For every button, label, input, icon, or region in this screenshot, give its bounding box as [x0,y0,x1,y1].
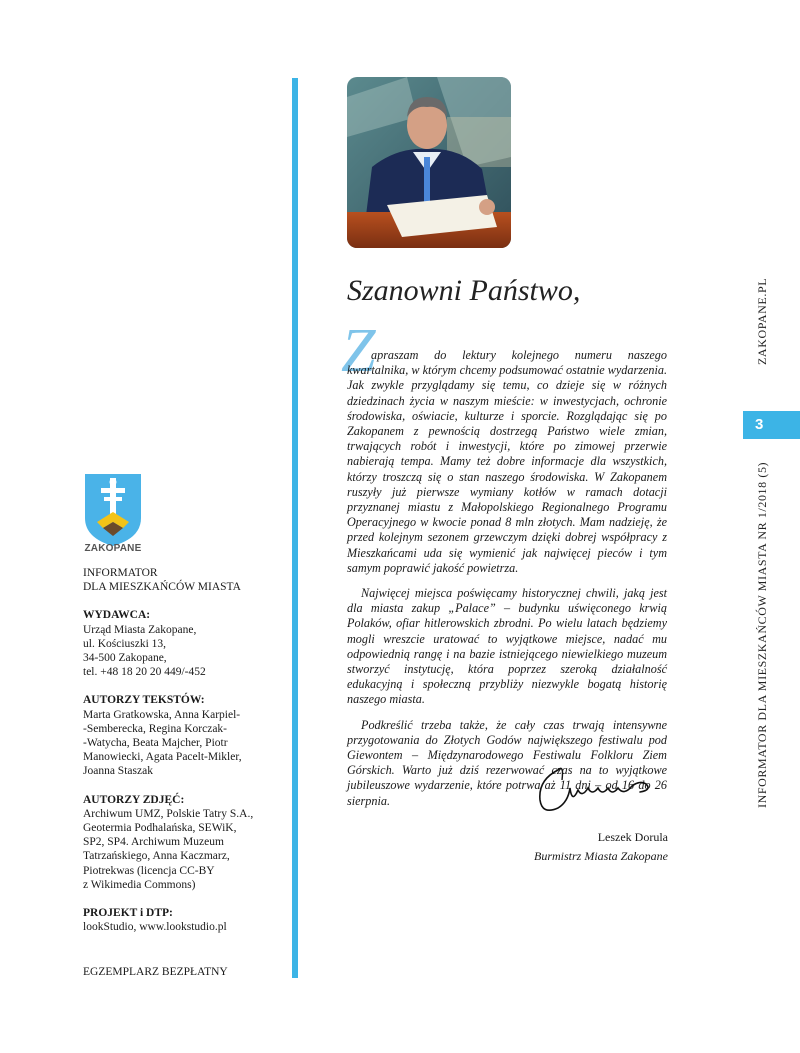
publication-title: INFORMATOR DLA MIESZKAŃCÓW MIASTA [83,567,241,594]
greeting-heading: Szanowni Państwo, [347,274,581,307]
page-number: 3 [755,416,764,433]
letter-paragraph: Podkreślić trzeba także, że cały czas trwają intensywne przygotowania do Złotych Godów największego festiwalu pod Giewontem – Międzynarodowego Festiwalu Folkloru Ziem Górskich. Warto już dziś rezerwować czas na to wyjątkowe jubileuszowe wydarzenie, które potrwa aż 11 dni – od 16 do 26 sierpnia. [347,717,667,808]
vertical-accent-line [292,78,298,978]
publisher-heading: WYDAWCA: [83,609,151,622]
photos-heading: AUTORZY ZDJĘĆ: [83,793,185,806]
crest-label: ZAKOPANE [84,543,142,554]
signer-name: Leszek Dorula [597,830,668,844]
letter-paragraph: Najwięcej miejsca poświęcamy historycznej chwili, jaką jest dla miasta zakup „Palace” – budynku uświęconego krwią Polaków, ofiar hitlerowskich zbrodni. Po wielu latach będziemy mogli wreszcie uratować to wyjątkowe miejsce, nadać mu odpowiednią rangę i na bazie istniejącego niewielkiego muzeum stworzyć instytucję, która poprzez szeroką działalność edukacyjną i społeczną przybliży niezwykle bogatą historię naszego miasta. [347,586,667,707]
imprint [83,566,283,934]
free-copy-note: EGZEMPLARZ BEZPŁATNY [83,966,228,978]
letter-paragraph: apraszam do lektury kolejnego numeru naszego kwartalnika, w którym chcemy podsumować ostatnie wydarzenia. Jak zwykle przyglądamy się temu, co dzieje się w różnych dziedzinach życia w naszym mieście: w inwestycjach, ochronie środowiska, oświacie, kulturze i sporcie. Rozglądając się po Zakopanem z pewnością dostrzegą Państwo wiele zmian, trwających robót i inwestycji, które po zimowej przerwie nabierają tempa. Mamy też dobre informacje dla wszystkich, którzy troszczą się o stan naszego środowiska. W Zakopanem ruszyły już pierwsze wymiany kotłów w ramach dotacji przyznanej miastu z Małopolskiego Regionalnego Programu Operacyjnego w kwocie ponad 8 mln złotych. Mam nadzieję, że przed kolejnym sezonem grzewczym dzięki dobrej współpracy z Mieszkańcami uda się wymienić jak najwięcej pieców i tym samym poprawić jakość powietrza. [347,348,667,575]
issue-info: INFORMATOR DLA MIESZKAŃCÓW MIASTA NR 1/2018 (5) [755,461,769,808]
photos-credits: Archiwum UMZ, Polskie Tatry S.A., Geotermia Podhalańska, SEWiK, SP2, SP4. Archiwum Muzeum Tatrzańskiego, Anna Kaczmarz, Piotrekwas (licencja CC-BY z Wikimedia Commons) [83,807,254,891]
signer-title: Burmistrz Miasta Zakopane [533,849,668,863]
mayor-photo [347,77,511,248]
drop-cap: Z [341,317,376,385]
handwritten-signature [528,760,668,820]
design-credits: lookStudio, www.lookstudio.pl [83,921,227,934]
authors-list: Marta Gratkowska, Anna Karpiel- -Semberecka, Regina Korczak- -Watycha, Beata Majcher, Piotr Manowiecki, Agata Pacelt-Mikler, Joanna Staszak [83,708,242,778]
letter-body [347,348,667,819]
authors-heading: AUTORZY TEKSTÓW: [83,694,205,707]
page-number-badge [743,411,800,439]
site-url: ZAKOPANE.PL [755,277,769,365]
design-heading: PROJEKT i DTP: [83,907,173,920]
publisher-details: Urząd Miasta Zakopane, ul. Kościuszki 13, 34-500 Zakopane, tel. +48 18 20 20 449/-452 [83,623,206,679]
